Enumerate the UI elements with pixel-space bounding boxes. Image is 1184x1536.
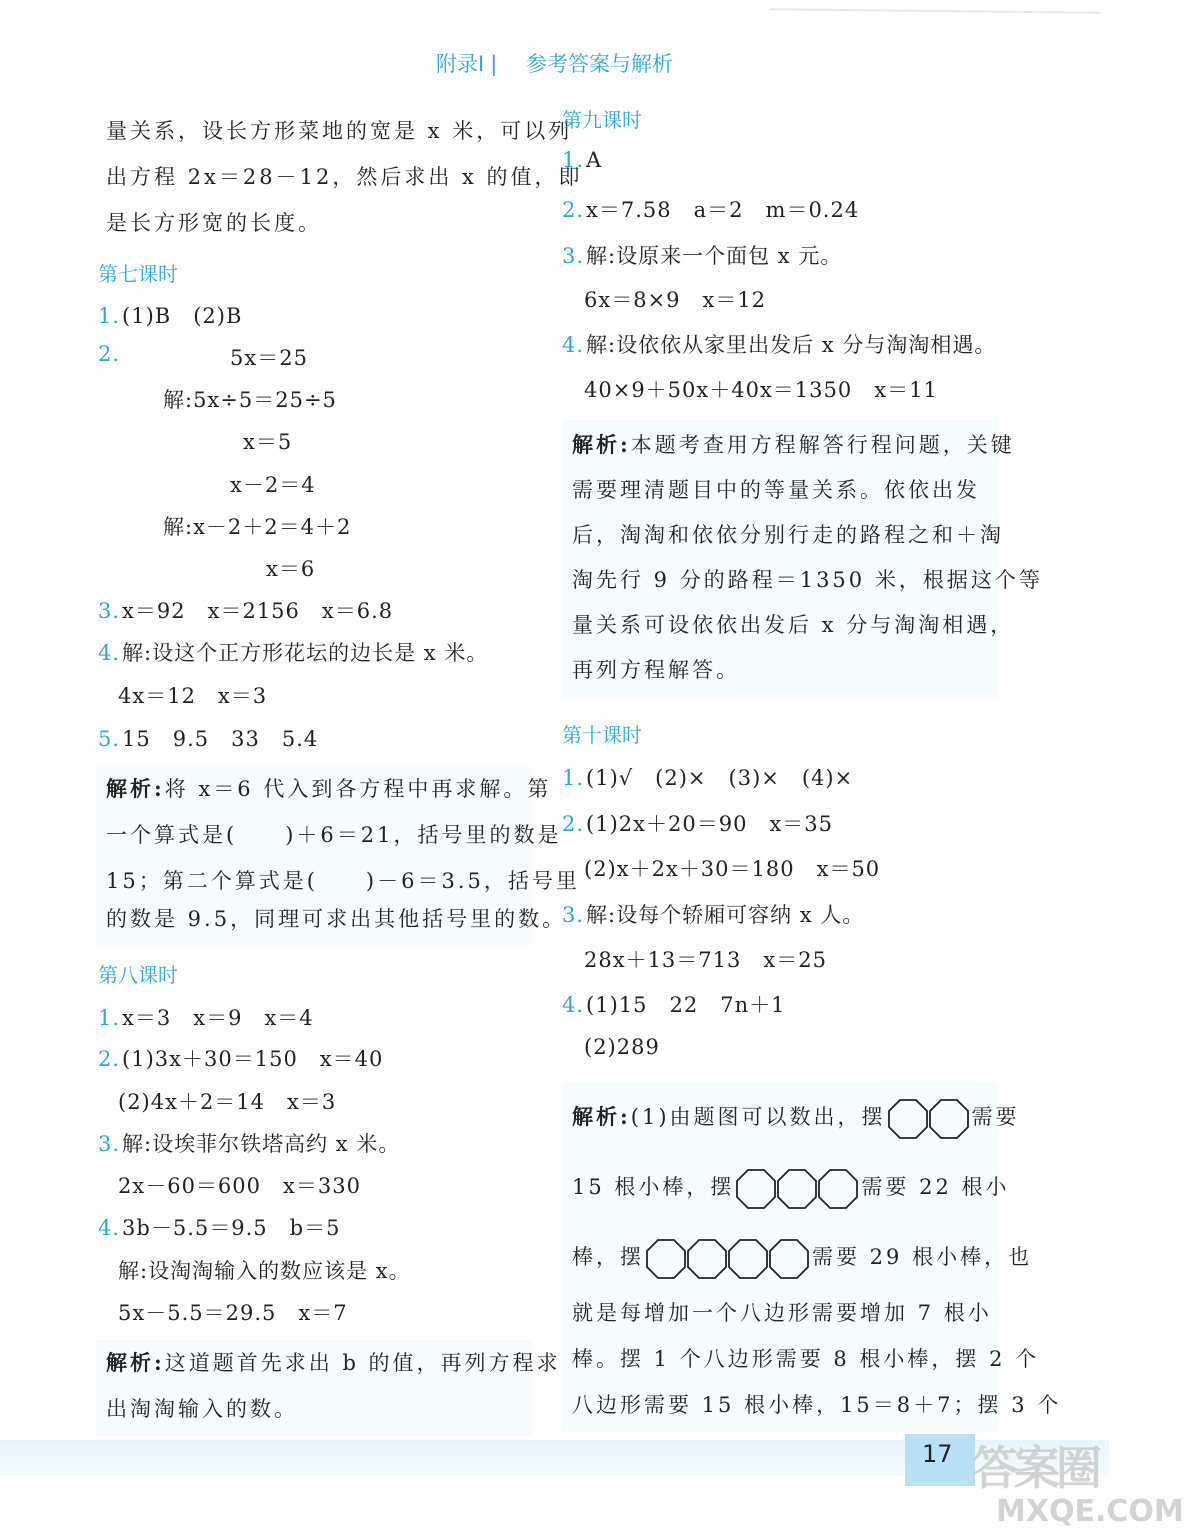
l7-q4-eq: 4x＝12 x＝3 — [118, 684, 268, 708]
l10-q4-b: (2)289 — [584, 1035, 660, 1059]
l9-q4-eq: 40×9＋50x＋40x＝1350 x＝11 — [584, 378, 938, 402]
l7-q2-line2: 解:5x÷5＝25÷5 — [163, 388, 337, 412]
l8-q3-eq: 2x－60＝600 x＝330 — [118, 1174, 361, 1198]
l10-analysis-2: 15 根小棒，摆 需要 22 根小 — [572, 1164, 1009, 1210]
l10-q4: 4.(1)15 22 7n＋1 — [562, 993, 786, 1017]
l9-analysis-3: 后，淘淘和依依分别行走的路程之和＋淘 — [572, 523, 1004, 547]
l8-analysis-2: 出淘淘输入的数。 — [106, 1397, 298, 1421]
four-octagons-figure — [646, 1239, 810, 1279]
l7-analysis-2: 一个算式是( )＋6＝21，括号里的数是 — [106, 823, 562, 847]
l9-analysis-2: 需要理清题目中的等量关系。依依出发 — [572, 478, 980, 502]
three-octagons-figure — [736, 1169, 859, 1209]
l8-q4-c: 5x－5.5＝29.5 x＝7 — [118, 1301, 348, 1325]
octagon-icon — [888, 1099, 928, 1139]
octagon-icon — [818, 1169, 858, 1209]
l7-q3: 3.x＝92 x＝2156 x＝6.8 — [98, 599, 394, 623]
watermark-logo: 答案圈 — [972, 1441, 1098, 1495]
intro-line-1: 量关系，设长方形菜地的宽是 x 米，可以列 — [106, 119, 573, 143]
octagon-icon — [687, 1239, 727, 1279]
l9-q3: 3.解:设原来一个面包 x 元。 — [562, 244, 843, 268]
l10-analysis-4: 就是每增加一个八边形需要增加 7 根小 — [572, 1301, 992, 1325]
l8-q2-b: (2)4x＋2＝14 x＝3 — [118, 1090, 337, 1114]
l9-analysis-1: 解析:本题考查用方程解答行程问题，关键 — [572, 432, 1015, 457]
l9-q1: 1.A — [562, 148, 603, 172]
l7-analysis-4: 的数是 9.5，同理可求出其他括号里的数。 — [106, 907, 567, 931]
appendix-label: 附录Ⅰ — [436, 52, 485, 76]
l9-q2: 2.x＝7.58 a＝2 m＝0.24 — [562, 198, 860, 222]
l10-q1: 1.(1)√ (2)× (3)× (4)× — [562, 766, 854, 790]
lesson10-title: 第十课时 — [562, 723, 642, 747]
l7-analysis-3: 15；第二个算式是( )－6＝3.5，括号里 — [106, 869, 580, 893]
l7-q5: 5.15 9.5 33 5.4 — [98, 727, 319, 751]
octagon-icon — [728, 1239, 768, 1279]
l9-analysis-6: 再列方程解答。 — [572, 658, 740, 682]
l9-q4: 4.解:设依依从家里出发后 x 分与淘淘相遇。 — [562, 333, 997, 357]
l7-q2-line3: x＝5 — [243, 430, 293, 454]
octagon-icon — [736, 1169, 776, 1209]
l10-analysis-5: 棒。摆 1 个八边形需要 8 根小棒，摆 2 个 — [572, 1347, 1040, 1371]
octagon-icon — [777, 1169, 817, 1209]
octagon-icon — [929, 1099, 969, 1139]
lesson9-title: 第九课时 — [562, 108, 642, 132]
page-header: 附录Ⅰ | 参考答案与解析 — [436, 52, 673, 76]
l7-q2-line1: 5x＝25 — [230, 346, 308, 370]
top-edge-line — [770, 8, 1100, 13]
l7-q2-line5: 解:x－2＋2＝4＋2 — [163, 515, 352, 539]
intro-line-3: 是长方形宽的长度。 — [106, 211, 322, 235]
l9-q3-eq: 6x＝8×9 x＝12 — [584, 288, 767, 312]
l8-q4: 4.3b－5.5＝9.5 b＝5 — [98, 1216, 341, 1240]
l7-q2-line4: x－2＝4 — [230, 473, 316, 497]
page-number: 17 — [922, 1440, 953, 1468]
l10-q2-b: (2)x＋2x＋30＝180 x＝50 — [584, 857, 881, 881]
l8-analysis-1: 解析:这道题首先求出 b 的值，再列方程求 — [106, 1350, 561, 1375]
l9-analysis-5: 量关系可设依依出发后 x 分与淘淘相遇， — [572, 613, 1015, 637]
l7-q2-num: 2. — [98, 342, 121, 366]
l10-q3: 3.解:设每个轿厢可容纳 x 人。 — [562, 903, 865, 927]
l7-q4: 4.解:设这个正方形花坛的边长是 x 米。 — [98, 641, 489, 665]
octagon-icon — [646, 1239, 686, 1279]
l10-q3-eq: 28x＋13＝713 x＝25 — [584, 948, 827, 972]
l10-q2: 2.(1)2x＋20＝90 x＝35 — [562, 812, 834, 836]
l10-analysis-6: 八边形需要 15 根小棒，15＝8＋7；摆 3 个 — [572, 1393, 1062, 1417]
l8-q1: 1.x＝3 x＝9 x＝4 — [98, 1006, 314, 1030]
l8-q3: 3.解:设埃菲尔铁塔高约 x 米。 — [98, 1132, 401, 1156]
l9-analysis-4: 淘先行 9 分的路程＝1350 米，根据这个等 — [572, 568, 1043, 592]
header-title: 参考答案与解析 — [525, 52, 673, 76]
l10-analysis-1: 解析:(1)由题图可以数出，摆 需要 — [572, 1094, 1020, 1140]
l7-q1: 1.(1)B (2)B — [98, 304, 243, 328]
l10-analysis-3: 棒，摆 需要 29 根小棒，也 — [572, 1234, 1032, 1280]
lesson8-title: 第八课时 — [98, 963, 178, 987]
l7-q2-line6: x＝6 — [266, 557, 316, 581]
watermark-url: MXQE.COM — [996, 1494, 1184, 1529]
intro-line-2: 出方程 2x＝28－12，然后求出 x 的值，即 — [106, 165, 583, 189]
l8-q2: 2.(1)3x＋30＝150 x＝40 — [98, 1047, 384, 1071]
lesson7-title: 第七课时 — [98, 262, 178, 286]
octagon-icon — [769, 1239, 809, 1279]
two-octagons-figure — [888, 1099, 970, 1139]
l8-q4-b: 解:设淘淘输入的数应该是 x。 — [118, 1259, 411, 1283]
l7-analysis-1: 解析:将 x＝6 代入到各方程中再求解。第 — [106, 776, 552, 801]
